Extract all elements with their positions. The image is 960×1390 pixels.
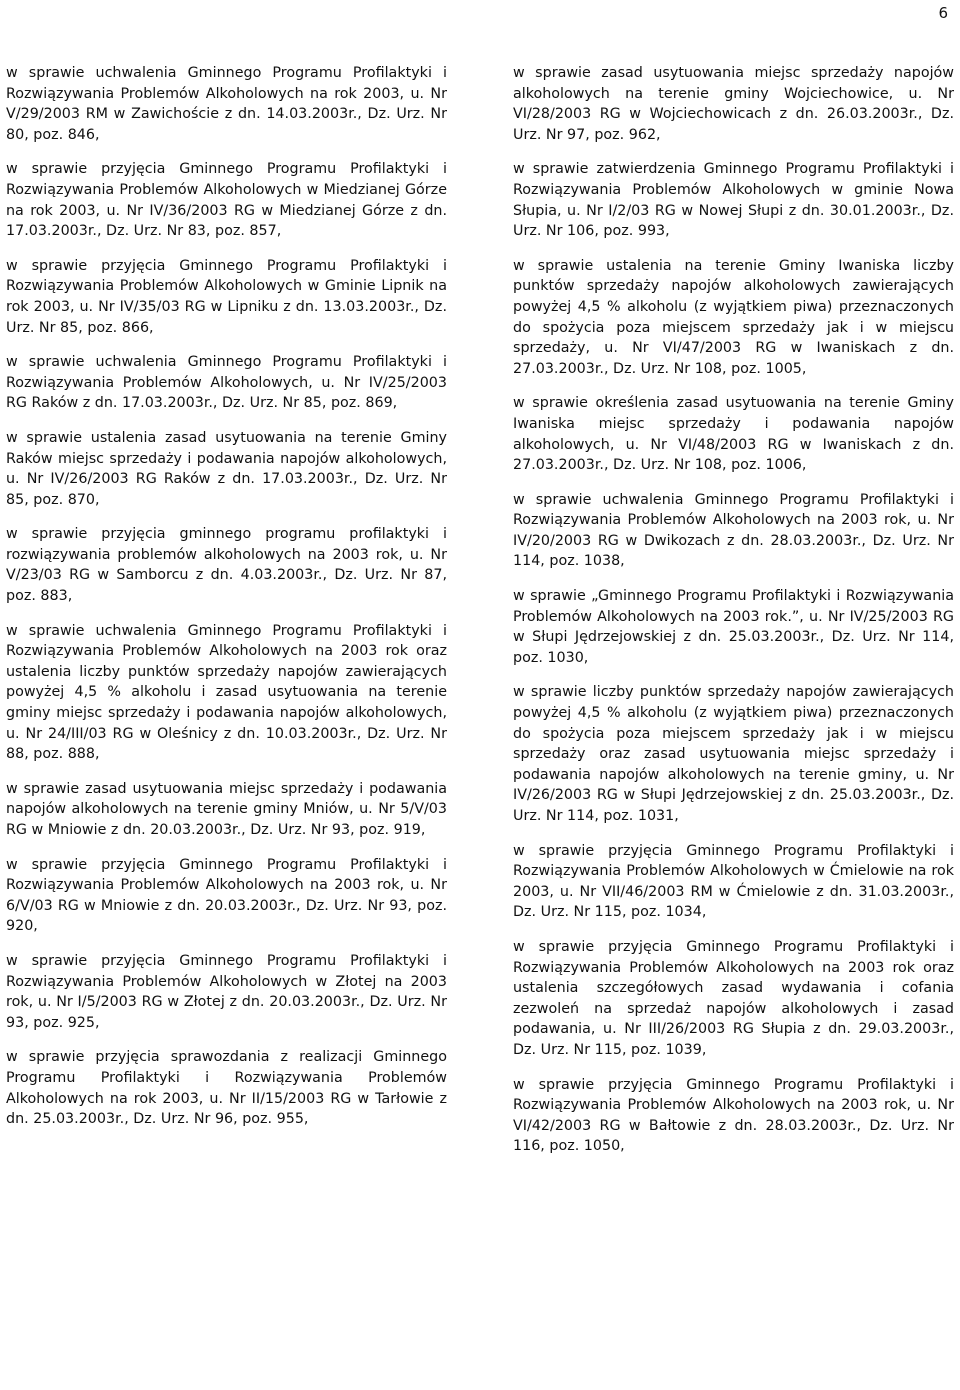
right-column [513,63,954,1171]
resolution-entry: w sprawie uchwalenia Gminnego Programu Profilaktyki i Rozwiązywania Problemów Alkoholowych na 2003 rok oraz ustalenia liczby punktów sprzedaży napojów zawierających powyżej 4,5 % alkoholu i zasad usytuowania na terenie gminy miejsc sprzedaży i podawania napojów alkoholowych, u. Nr 24/III/03 RG w Oleśnicy z dn. 10.03.2003r., Dz. Urz. Nr 88, poz. 888, [6,622,447,763]
resolution-entry: w sprawie przyjęcia Gminnego Programu Profilaktyki i Rozwiązywania Problemów Alkoholowych na 2003 rok oraz ustalenia szczegółowych zasad wydawania i cofania zezwoleń na sprzedaż napojów alkoholowych i zasad podawania, u. Nr III/26/2003 RG Słupia z dn. 29.03.2003r., Dz. Urz. Nr 115, poz. 1039, [513,938,954,1058]
resolution-entry: w sprawie przyjęcia sprawozdania z realizacji Gminnego Programu Profilaktyki i Rozwiązywania Problemów Alkoholowych na rok 2003, u. Nr II/15/2003 RG w Tarłowie z dn. 25.03.2003r., Dz. Urz. Nr 96, poz. 955, [6,1049,447,1128]
resolution-entry: w sprawie przyjęcia Gminnego Programu Profilaktyki i Rozwiązywania Problemów Alkoholowych w Ćmielowie na rok 2003, u. Nr VII/46/2003 RM w Ćmielowie z dn. 31.03.2003r., Dz. Urz. Nr 115, poz. 1034, [513,842,954,921]
resolution-entry: w sprawie przyjęcia Gminnego Programu Profilaktyki i Rozwiązywania Problemów Alkoholowych w Miedzianej Górze na rok 2003, u. Nr IV/36/2003 RG w Miedzianej Górze z dn. 17.03.2003r., Dz. Urz. Nr 83, poz. 857, [6,161,447,240]
resolution-entry: w sprawie liczby punktów sprzedaży napojów zawierających powyżej 4,5 % alkoholu (z wyjątkiem piwa) przeznaczonych do spożycia poza miejscem sprzedaży jak i w miejscu sprzedaży oraz zasad usytuowania miejsc sprzedaży i podawania napojów alkoholowych na terenie gminy, u. Nr IV/26/2003 RG w Słupi Jędrzejowskiej z dn. 25.03.2003r., Dz. Urz. Nr 114, poz. 1031, [513,684,954,824]
left-column [6,63,447,1144]
resolution-entry: w sprawie uchwalenia Gminnego Programu Profilaktyki i Rozwiązywania Problemów Alkoholowych na rok 2003, u. Nr V/29/2003 RM w Zawichoście z dn. 14.03.2003r., Dz. Urz. Nr 80, poz. 846, [6,65,447,143]
resolution-entry: w sprawie przyjęcia Gminnego Programu Profilaktyki i Rozwiązywania Problemów Alkoholowych w Złotej na 2003 rok, u. Nr I/5/2003 RG w Złotej z dn. 20.03.2003r., Dz. Urz. Nr 93, poz. 925, [6,952,447,1031]
resolution-entry: w sprawie ustalenia na terenie Gminy Iwaniska liczby punktów sprzedaży napojów alkoholowych zawierających powyżej 4,5 % alkoholu (z wyjątkiem piwa) przeznaczonych do spożycia poza miejscem sprzedaży jak i w miejscu sprzedaży, u. Nr VI/47/2003 RG w Iwaniskach z dn. 27.03.2003r., Dz. Urz. Nr 108, poz. 1005, [513,257,954,377]
resolution-entry: w sprawie przyjęcia gminnego programu profilaktyki i rozwiązywania problemów alkoholowych na 2003 rok, u. Nr V/23/03 RG w Samborcu z dn. 4.03.2003r., Dz. Urz. Nr 87, poz. 883, [6,526,447,605]
resolution-entry: w sprawie ustalenia zasad usytuowania na terenie Gminy Raków miejsc sprzedaży i podawania napojów alkoholowych, u. Nr IV/26/2003 RG Raków z dn. 17.03.2003r., Dz. Urz. Nr 85, poz. 870, [6,429,447,508]
resolution-entry: w sprawie przyjęcia Gminnego Programu Profilaktyki i Rozwiązywania Problemów Alkoholowych na 2003 rok, u. Nr 6/V/03 RG w Mniowie z dn. 20.03.2003r., Dz. Urz. Nr 93, poz. 920, [6,856,447,935]
resolution-entry: w sprawie uchwalenia Gminnego Programu Profilaktyki i Rozwiązywania Problemów Alkoholowych, u. Nr IV/25/2003 RG Raków z dn. 17.03.2003r., Dz. Urz. Nr 85, poz. 869, [6,354,447,412]
resolution-entry: w sprawie uchwalenia Gminnego Programu Profilaktyki i Rozwiązywania Problemów Alkoholowych na 2003 rok, u. Nr IV/20/2003 RG w Dwikozach z dn. 28.03.2003r., Dz. Urz. Nr 114, poz. 1038, [513,491,954,570]
resolution-entry: w sprawie określenia zasad usytuowania na terenie Gminy Iwaniska miejsc sprzedaży i podawania napojów alkoholowych, u. Nr VI/48/2003 RG w Iwaniskach z dn. 27.03.2003r., Dz. Urz. Nr 108, poz. 1006, [513,395,954,474]
resolution-entry: w sprawie „Gminnego Programu Profilaktyki i Rozwiązywania Problemów Alkoholowych na 2003 rok.”, u. Nr IV/25/2003 RG w Słupi Jędrzejowskiej z dn. 25.03.2003r., Dz. Urz. Nr 114, poz. 1030, [513,588,954,666]
resolution-entry: w sprawie przyjęcia Gminnego Programu Profilaktyki i Rozwiązywania Problemów Alkoholowych na 2003 rok, u. Nr VI/42/2003 RG w Bałtowie z dn. 28.03.2003r., Dz. Urz. Nr 116, poz. 1050, [513,1076,954,1155]
resolution-entry: w sprawie zasad usytuowania miejsc sprzedaży napojów alkoholowych na terenie gminy Wojciechowice, u. Nr VI/28/2003 RG w Wojciechowicach z dn. 26.03.2003r., Dz. Urz. Nr 97, poz. 962, [513,65,954,143]
resolution-entry: w sprawie zatwierdzenia Gminnego Programu Profilaktyki i Rozwiązywania Problemów Alkoholowych w gminie Nowa Słupia, u. Nr I/2/03 RG w Nowej Słupi z dn. 30.01.2003r., Dz. Urz. Nr 106, poz. 993, [513,161,954,240]
resolution-entry: w sprawie przyjęcia Gminnego Programu Profilaktyki i Rozwiązywania Problemów Alkoholowych w Gminie Lipnik na rok 2003, u. Nr IV/35/03 RG w Lipniku z dn. 13.03.2003r., Dz. Urz. Nr 85, poz. 866, [6,257,447,336]
page-number: 6 [938,4,948,22]
resolution-entry: w sprawie zasad usytuowania miejsc sprzedaży i podawania napojów alkoholowych na terenie gminy Mniów, u. Nr 5/V/03 RG w Mniowie z dn. 20.03.2003r., Dz. Urz. Nr 93, poz. 919, [6,780,447,838]
